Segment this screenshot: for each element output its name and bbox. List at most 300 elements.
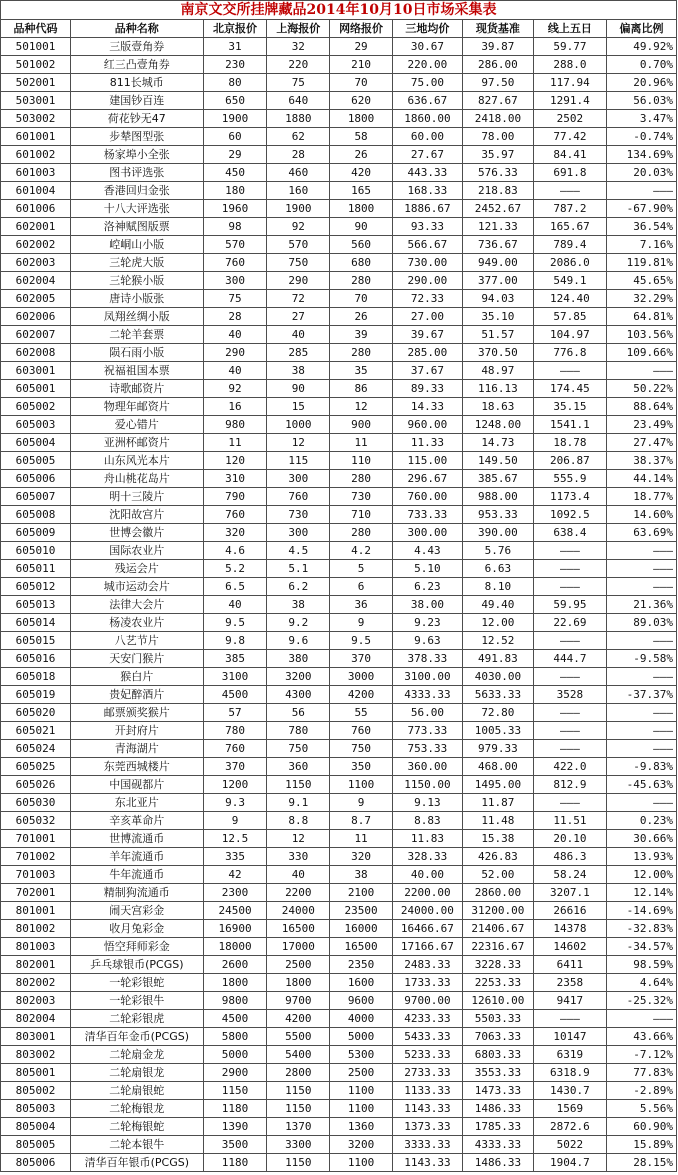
shanghai-price-cell: 460 (267, 164, 330, 182)
code-cell: 801003 (1, 938, 71, 956)
beijing-price-cell: 1800 (203, 974, 267, 992)
table-row (1, 542, 677, 560)
beijing-price-cell: 320 (203, 524, 267, 542)
code-cell: 605030 (1, 794, 71, 812)
table-row (1, 146, 677, 164)
online-price-cell: 710 (330, 506, 393, 524)
online-price-cell: 1800 (330, 200, 393, 218)
beijing-price-cell: 230 (203, 56, 267, 74)
code-cell: 605015 (1, 632, 71, 650)
shanghai-price-cell: 8.8 (267, 812, 330, 830)
spot-benchmark-cell: 21406.67 (462, 920, 533, 938)
shanghai-price-cell: 3300 (267, 1136, 330, 1154)
deviation-ratio-cell: 12.14% (606, 884, 676, 902)
deviation-ratio-cell: ——— (606, 668, 676, 686)
name-cell: 祝福祖国本票 (70, 362, 203, 380)
name-cell: 一轮彩银蛇 (70, 974, 203, 992)
beijing-price-cell: 42 (203, 866, 267, 884)
online-price-cell: 4200 (330, 686, 393, 704)
online-five-day-cell: 6411 (533, 956, 606, 974)
deviation-ratio-cell: 12.00% (606, 866, 676, 884)
beijing-price-cell: 650 (203, 92, 267, 110)
deviation-ratio-cell: ——— (606, 542, 676, 560)
table-row (1, 830, 677, 848)
beijing-price-cell: 290 (203, 344, 267, 362)
title-row (1, 1, 677, 20)
name-cell: 精制狗流通币 (70, 884, 203, 902)
name-cell: 山东风光本片 (70, 452, 203, 470)
average-price-cell: 75.00 (392, 74, 462, 92)
average-price-cell: 89.33 (392, 380, 462, 398)
shanghai-price-cell: 6.2 (267, 578, 330, 596)
name-cell: 二轮扇银龙 (70, 1064, 203, 1082)
average-price-cell: 5.10 (392, 560, 462, 578)
deviation-ratio-cell: 77.83% (606, 1064, 676, 1082)
average-price-cell: 115.00 (392, 452, 462, 470)
spot-benchmark-cell: 14.73 (462, 434, 533, 452)
average-price-cell: 1886.67 (392, 200, 462, 218)
average-price-cell: 5433.33 (392, 1028, 462, 1046)
table-row (1, 362, 677, 380)
header-spot-benchmark: 现货基准 (462, 20, 533, 38)
code-cell: 803002 (1, 1046, 71, 1064)
table-row (1, 308, 677, 326)
deviation-ratio-cell: -25.32% (606, 992, 676, 1010)
shanghai-price-cell: 780 (267, 722, 330, 740)
name-cell: 凤翔丝绸小版 (70, 308, 203, 326)
online-five-day-cell: 3207.1 (533, 884, 606, 902)
spot-benchmark-cell: 827.67 (462, 92, 533, 110)
average-price-cell: 5233.33 (392, 1046, 462, 1064)
average-price-cell: 1143.33 (392, 1154, 462, 1172)
code-cell: 602006 (1, 308, 71, 326)
online-five-day-cell: 84.41 (533, 146, 606, 164)
spot-benchmark-cell: 116.13 (462, 380, 533, 398)
online-price-cell: 90 (330, 218, 393, 236)
online-five-day-cell: 124.40 (533, 290, 606, 308)
code-cell: 605026 (1, 776, 71, 794)
deviation-ratio-cell: ——— (606, 794, 676, 812)
code-cell: 503002 (1, 110, 71, 128)
average-price-cell: 9.63 (392, 632, 462, 650)
spot-benchmark-cell: 286.00 (462, 56, 533, 74)
deviation-ratio-cell: 44.14% (606, 470, 676, 488)
name-cell: 诗歌邮资片 (70, 380, 203, 398)
table-row (1, 398, 677, 416)
name-cell: 东莞西城楼片 (70, 758, 203, 776)
table-row (1, 488, 677, 506)
table-row (1, 614, 677, 632)
beijing-price-cell: 980 (203, 416, 267, 434)
online-five-day-cell: 104.97 (533, 326, 606, 344)
spot-benchmark-cell: 3228.33 (462, 956, 533, 974)
spot-benchmark-cell: 12610.00 (462, 992, 533, 1010)
online-price-cell: 280 (330, 344, 393, 362)
code-cell: 805003 (1, 1100, 71, 1118)
code-cell: 805002 (1, 1082, 71, 1100)
online-five-day-cell: 422.0 (533, 758, 606, 776)
deviation-ratio-cell: -67.90% (606, 200, 676, 218)
shanghai-price-cell: 1000 (267, 416, 330, 434)
online-price-cell: 35 (330, 362, 393, 380)
online-five-day-cell: 288.0 (533, 56, 606, 74)
online-five-day-cell: 2086.0 (533, 254, 606, 272)
deviation-ratio-cell: 49.92% (606, 38, 676, 56)
shanghai-price-cell: 285 (267, 344, 330, 362)
table-row (1, 38, 677, 56)
beijing-price-cell: 28 (203, 308, 267, 326)
name-cell: 辛亥革命片 (70, 812, 203, 830)
code-cell: 603001 (1, 362, 71, 380)
name-cell: 清华百年银币(PCGS) (70, 1154, 203, 1172)
deviation-ratio-cell: 89.03% (606, 614, 676, 632)
table-row (1, 1154, 677, 1172)
online-price-cell: 750 (330, 740, 393, 758)
code-cell: 605011 (1, 560, 71, 578)
average-price-cell: 40.00 (392, 866, 462, 884)
online-five-day-cell: 174.45 (533, 380, 606, 398)
online-five-day-cell: 10147 (533, 1028, 606, 1046)
online-price-cell: 1100 (330, 1082, 393, 1100)
deviation-ratio-cell: ——— (606, 704, 676, 722)
shanghai-price-cell: 12 (267, 830, 330, 848)
table-row (1, 722, 677, 740)
deviation-ratio-cell: 18.77% (606, 488, 676, 506)
online-five-day-cell: ——— (533, 722, 606, 740)
shanghai-price-cell: 2800 (267, 1064, 330, 1082)
average-price-cell: 220.00 (392, 56, 462, 74)
deviation-ratio-cell: 60.90% (606, 1118, 676, 1136)
code-cell: 801002 (1, 920, 71, 938)
beijing-price-cell: 31 (203, 38, 267, 56)
name-cell: 国际农业片 (70, 542, 203, 560)
table-row (1, 650, 677, 668)
deviation-ratio-cell: ——— (606, 560, 676, 578)
code-cell: 501002 (1, 56, 71, 74)
online-five-day-cell: ——— (533, 794, 606, 812)
shanghai-price-cell: 1880 (267, 110, 330, 128)
beijing-price-cell: 60 (203, 128, 267, 146)
online-five-day-cell: 9417 (533, 992, 606, 1010)
average-price-cell: 760.00 (392, 488, 462, 506)
beijing-price-cell: 3100 (203, 668, 267, 686)
average-price-cell: 328.33 (392, 848, 462, 866)
spot-benchmark-cell: 31200.00 (462, 902, 533, 920)
table-row (1, 272, 677, 290)
code-cell: 503001 (1, 92, 71, 110)
beijing-price-cell: 1200 (203, 776, 267, 794)
average-price-cell: 1150.00 (392, 776, 462, 794)
beijing-price-cell: 385 (203, 650, 267, 668)
spot-benchmark-cell: 52.00 (462, 866, 533, 884)
table-row (1, 578, 677, 596)
name-cell: 清华百年金币(PCGS) (70, 1028, 203, 1046)
online-price-cell: 110 (330, 452, 393, 470)
table-row (1, 1046, 677, 1064)
spot-benchmark-cell: 218.83 (462, 182, 533, 200)
shanghai-price-cell: 4.5 (267, 542, 330, 560)
table-row (1, 416, 677, 434)
online-price-cell: 23500 (330, 902, 393, 920)
table-row (1, 380, 677, 398)
deviation-ratio-cell: ——— (606, 740, 676, 758)
beijing-price-cell: 790 (203, 488, 267, 506)
average-price-cell: 443.33 (392, 164, 462, 182)
shanghai-price-cell: 570 (267, 236, 330, 254)
beijing-price-cell: 5800 (203, 1028, 267, 1046)
deviation-ratio-cell: 103.56% (606, 326, 676, 344)
online-five-day-cell: ——— (533, 1010, 606, 1028)
code-cell: 701003 (1, 866, 71, 884)
online-five-day-cell: ——— (533, 362, 606, 380)
online-price-cell: 320 (330, 848, 393, 866)
code-cell: 605003 (1, 416, 71, 434)
table-row (1, 290, 677, 308)
name-cell: 建国钞百连 (70, 92, 203, 110)
code-cell: 605021 (1, 722, 71, 740)
table-row (1, 920, 677, 938)
code-cell: 605013 (1, 596, 71, 614)
online-price-cell: 11 (330, 830, 393, 848)
online-price-cell: 620 (330, 92, 393, 110)
deviation-ratio-cell: -9.58% (606, 650, 676, 668)
code-cell: 605025 (1, 758, 71, 776)
spot-benchmark-cell: 979.33 (462, 740, 533, 758)
table-row (1, 1028, 677, 1046)
beijing-price-cell: 760 (203, 740, 267, 758)
name-cell: 二轮梅银蛇 (70, 1118, 203, 1136)
online-price-cell: 38 (330, 866, 393, 884)
code-cell: 802003 (1, 992, 71, 1010)
name-cell: 闹天宫彩金 (70, 902, 203, 920)
spot-benchmark-cell: 988.00 (462, 488, 533, 506)
code-cell: 501001 (1, 38, 71, 56)
beijing-price-cell: 4500 (203, 686, 267, 704)
name-cell: 世博会徽片 (70, 524, 203, 542)
shanghai-price-cell: 115 (267, 452, 330, 470)
shanghai-price-cell: 17000 (267, 938, 330, 956)
shanghai-price-cell: 62 (267, 128, 330, 146)
average-price-cell: 1860.00 (392, 110, 462, 128)
deviation-ratio-cell: 64.81% (606, 308, 676, 326)
spot-benchmark-cell: 4030.00 (462, 668, 533, 686)
name-cell: 陨石雨小版 (70, 344, 203, 362)
online-price-cell: 39 (330, 326, 393, 344)
online-price-cell: 165 (330, 182, 393, 200)
online-price-cell: 9600 (330, 992, 393, 1010)
average-price-cell: 39.67 (392, 326, 462, 344)
code-cell: 602003 (1, 254, 71, 272)
deviation-ratio-cell: -34.57% (606, 938, 676, 956)
average-price-cell: 3100.00 (392, 668, 462, 686)
name-cell: 二轮梅银龙 (70, 1100, 203, 1118)
online-price-cell: 350 (330, 758, 393, 776)
average-price-cell: 1373.33 (392, 1118, 462, 1136)
table-row (1, 200, 677, 218)
deviation-ratio-cell: -37.37% (606, 686, 676, 704)
spot-benchmark-cell: 35.10 (462, 308, 533, 326)
code-cell: 602005 (1, 290, 71, 308)
deviation-ratio-cell: 3.47% (606, 110, 676, 128)
shanghai-price-cell: 360 (267, 758, 330, 776)
name-cell: 杨凌农业片 (70, 614, 203, 632)
average-price-cell: 11.83 (392, 830, 462, 848)
code-cell: 605006 (1, 470, 71, 488)
online-price-cell: 70 (330, 290, 393, 308)
code-cell: 701001 (1, 830, 71, 848)
table-row (1, 938, 677, 956)
table-row (1, 110, 677, 128)
deviation-ratio-cell: 15.89% (606, 1136, 676, 1154)
deviation-ratio-cell: 88.64% (606, 398, 676, 416)
shanghai-price-cell: 24000 (267, 902, 330, 920)
spot-benchmark-cell: 18.63 (462, 398, 533, 416)
deviation-ratio-cell: 119.81% (606, 254, 676, 272)
beijing-price-cell: 40 (203, 326, 267, 344)
average-price-cell: 378.33 (392, 650, 462, 668)
deviation-ratio-cell: 0.23% (606, 812, 676, 830)
deviation-ratio-cell: 14.60% (606, 506, 676, 524)
code-cell: 605012 (1, 578, 71, 596)
beijing-price-cell: 780 (203, 722, 267, 740)
table-row (1, 812, 677, 830)
average-price-cell: 773.33 (392, 722, 462, 740)
average-price-cell: 9.23 (392, 614, 462, 632)
shanghai-price-cell: 750 (267, 740, 330, 758)
deviation-ratio-cell: -32.83% (606, 920, 676, 938)
online-five-day-cell: 691.8 (533, 164, 606, 182)
online-price-cell: 560 (330, 236, 393, 254)
shanghai-price-cell: 4200 (267, 1010, 330, 1028)
table-row (1, 974, 677, 992)
shanghai-price-cell: 730 (267, 506, 330, 524)
code-cell: 602008 (1, 344, 71, 362)
shanghai-price-cell: 220 (267, 56, 330, 74)
average-price-cell: 14.33 (392, 398, 462, 416)
beijing-price-cell: 120 (203, 452, 267, 470)
online-five-day-cell: 26616 (533, 902, 606, 920)
shanghai-price-cell: 160 (267, 182, 330, 200)
beijing-price-cell: 1180 (203, 1100, 267, 1118)
shanghai-price-cell: 1150 (267, 1154, 330, 1172)
online-five-day-cell: ——— (533, 704, 606, 722)
deviation-ratio-cell: ——— (606, 722, 676, 740)
average-price-cell: 753.33 (392, 740, 462, 758)
spot-benchmark-cell: 1495.00 (462, 776, 533, 794)
code-cell: 605007 (1, 488, 71, 506)
spot-benchmark-cell: 78.00 (462, 128, 533, 146)
beijing-price-cell: 6.5 (203, 578, 267, 596)
deviation-ratio-cell: -7.12% (606, 1046, 676, 1064)
table-row (1, 1118, 677, 1136)
online-five-day-cell: 206.87 (533, 452, 606, 470)
online-five-day-cell: ——— (533, 668, 606, 686)
deviation-ratio-cell: -2.89% (606, 1082, 676, 1100)
online-five-day-cell: 787.2 (533, 200, 606, 218)
spot-benchmark-cell: 121.33 (462, 218, 533, 236)
table-row (1, 560, 677, 578)
average-price-cell: 566.67 (392, 236, 462, 254)
deviation-ratio-cell: 45.65% (606, 272, 676, 290)
average-price-cell: 16466.67 (392, 920, 462, 938)
shanghai-price-cell: 750 (267, 254, 330, 272)
shanghai-price-cell: 72 (267, 290, 330, 308)
deviation-ratio-cell: 20.96% (606, 74, 676, 92)
online-price-cell: 680 (330, 254, 393, 272)
deviation-ratio-cell: 32.29% (606, 290, 676, 308)
online-five-day-cell: 1291.4 (533, 92, 606, 110)
name-cell: 811长城币 (70, 74, 203, 92)
online-price-cell: 2500 (330, 1064, 393, 1082)
beijing-price-cell: 3500 (203, 1136, 267, 1154)
shanghai-price-cell: 2500 (267, 956, 330, 974)
spot-benchmark-cell: 1473.33 (462, 1082, 533, 1100)
spot-benchmark-cell: 4333.33 (462, 1136, 533, 1154)
average-price-cell: 290.00 (392, 272, 462, 290)
average-price-cell: 733.33 (392, 506, 462, 524)
online-five-day-cell: 776.8 (533, 344, 606, 362)
table-row (1, 1010, 677, 1028)
shanghai-price-cell: 90 (267, 380, 330, 398)
spot-benchmark-cell: 39.87 (462, 38, 533, 56)
online-five-day-cell: 20.10 (533, 830, 606, 848)
online-five-day-cell: 549.1 (533, 272, 606, 290)
online-five-day-cell: 57.85 (533, 308, 606, 326)
online-five-day-cell: ——— (533, 740, 606, 758)
spot-benchmark-cell: 6803.33 (462, 1046, 533, 1064)
table-row (1, 506, 677, 524)
online-price-cell: 55 (330, 704, 393, 722)
spot-benchmark-cell: 7063.33 (462, 1028, 533, 1046)
header-code: 品种代码 (1, 20, 71, 38)
code-cell: 802004 (1, 1010, 71, 1028)
name-cell: 二轮扇银蛇 (70, 1082, 203, 1100)
deviation-ratio-cell: 63.69% (606, 524, 676, 542)
name-cell: 牛年流通币 (70, 866, 203, 884)
table-row (1, 848, 677, 866)
name-cell: 崆峒山小版 (70, 236, 203, 254)
beijing-price-cell: 2300 (203, 884, 267, 902)
code-cell: 605014 (1, 614, 71, 632)
online-five-day-cell: 1904.7 (533, 1154, 606, 1172)
online-price-cell: 26 (330, 146, 393, 164)
beijing-price-cell: 12.5 (203, 830, 267, 848)
table-row (1, 164, 677, 182)
average-price-cell: 6.23 (392, 578, 462, 596)
table-row (1, 452, 677, 470)
deviation-ratio-cell: 27.47% (606, 434, 676, 452)
spot-benchmark-cell: 5633.33 (462, 686, 533, 704)
spot-benchmark-cell: 35.97 (462, 146, 533, 164)
shanghai-price-cell: 1150 (267, 776, 330, 794)
online-price-cell: 6 (330, 578, 393, 596)
online-five-day-cell: 1173.4 (533, 488, 606, 506)
beijing-price-cell: 18000 (203, 938, 267, 956)
name-cell: 青海湖片 (70, 740, 203, 758)
deviation-ratio-cell: ——— (606, 578, 676, 596)
spot-benchmark-cell: 3553.33 (462, 1064, 533, 1082)
shanghai-price-cell: 2200 (267, 884, 330, 902)
online-price-cell: 29 (330, 38, 393, 56)
shanghai-price-cell: 9700 (267, 992, 330, 1010)
beijing-price-cell: 98 (203, 218, 267, 236)
code-cell: 605019 (1, 686, 71, 704)
sheet-title: 南京文交所挂牌藏品2014年10月10日市场采集表 (1, 1, 677, 20)
deviation-ratio-cell: 20.03% (606, 164, 676, 182)
average-price-cell: 56.00 (392, 704, 462, 722)
online-five-day-cell: 789.4 (533, 236, 606, 254)
beijing-price-cell: 80 (203, 74, 267, 92)
